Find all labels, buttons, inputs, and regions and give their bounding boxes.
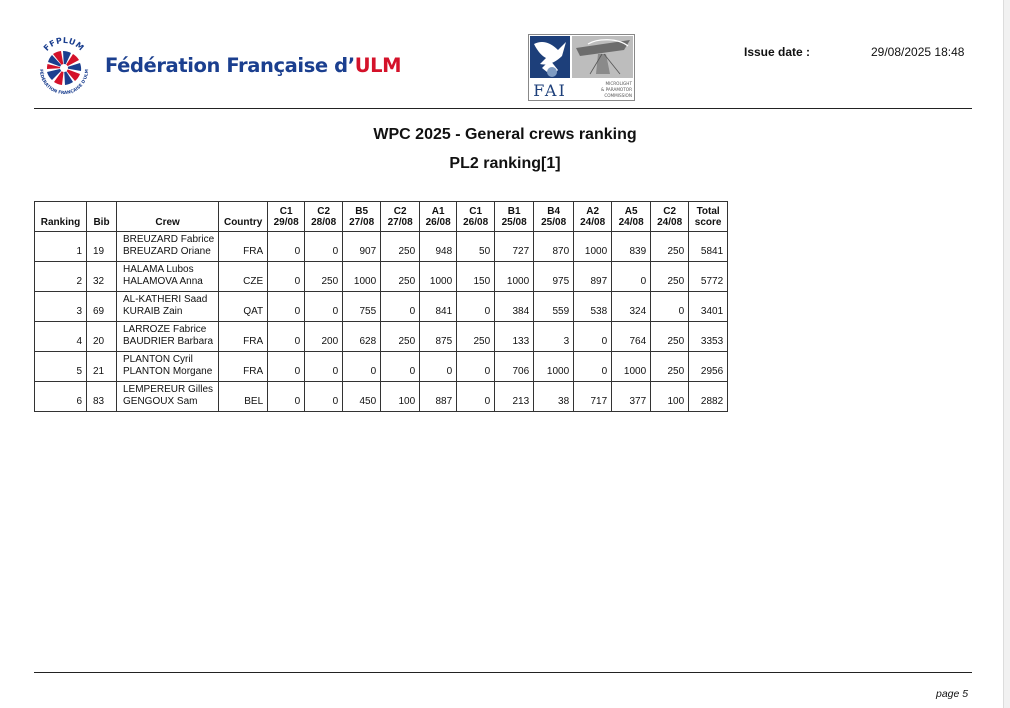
column-header-date: 27/08: [387, 217, 413, 228]
total-score-cell: 2882: [689, 382, 728, 412]
column-header-label: B4: [547, 206, 561, 217]
table-row: [35, 322, 728, 352]
column-header: [651, 202, 689, 232]
ranking-cell: 6: [35, 382, 87, 412]
column-header-label: C2: [393, 206, 407, 217]
score-cell: 897: [574, 262, 612, 292]
score-cell: 1000: [574, 232, 612, 262]
total-score-cell: 5772: [689, 262, 728, 292]
score-cell: 907: [343, 232, 381, 262]
fai-logo-icon: [528, 34, 635, 101]
score-cell: 250: [381, 232, 420, 262]
total-score-cell: 3401: [689, 292, 728, 322]
column-header: [268, 202, 305, 232]
footer-divider: [34, 672, 972, 673]
crew-member: BAUDRIER Barbara: [123, 336, 214, 347]
score-cell: 717: [574, 382, 612, 412]
column-header-label: Country: [223, 217, 263, 228]
score-cell: 324: [612, 292, 651, 322]
column-header: [574, 202, 612, 232]
fai-commission-line-3: COMMISSION: [604, 93, 632, 98]
score-cell: 0: [457, 382, 495, 412]
score-cell: 875: [420, 322, 457, 352]
score-cell: 100: [651, 382, 689, 412]
score-cell: 1000: [534, 352, 574, 382]
score-cell: 706: [495, 352, 534, 382]
fai-commission-line-2: & PARAMOTOR: [601, 87, 632, 92]
total-score-cell: 2956: [689, 352, 728, 382]
column-header: [381, 202, 420, 232]
svg-text:FÉDÉRATION FRANÇAISE D'ULM: [38, 69, 90, 96]
column-header-label: C1: [279, 206, 293, 217]
total-score-cell: 5841: [689, 232, 728, 262]
header-divider: [34, 108, 972, 109]
score-cell: 0: [268, 352, 305, 382]
column-header-label: C2: [317, 206, 331, 217]
table-row: [35, 232, 728, 262]
table-header-row: [35, 202, 728, 232]
score-cell: 450: [343, 382, 381, 412]
ranking-table-body: [35, 232, 728, 412]
crew-member: HALAMA Lubos: [123, 264, 194, 275]
score-cell: 250: [651, 352, 689, 382]
crew-cell: [117, 382, 219, 412]
bib-cell: 20: [87, 322, 117, 352]
column-header-label: A5: [624, 206, 638, 217]
crew-member: BREUZARD Fabrice: [123, 234, 215, 245]
column-header-label: B1: [507, 206, 521, 217]
score-cell: 0: [268, 382, 305, 412]
column-header-label: Ranking: [40, 217, 81, 228]
table-row: [35, 352, 728, 382]
ranking-cell: 3: [35, 292, 87, 322]
crew-member: LARROZE Fabrice: [123, 324, 207, 335]
score-cell: 200: [305, 322, 343, 352]
score-cell: 0: [381, 352, 420, 382]
column-header-label: Total: [696, 206, 720, 217]
score-cell: 1000: [420, 262, 457, 292]
score-cell: 250: [651, 232, 689, 262]
ffplum-logo-text: FFPLUM: [41, 36, 86, 53]
column-header: [612, 202, 651, 232]
column-header-date: 24/08: [580, 217, 606, 228]
fai-commission-line-1: MICROLIGHT: [605, 81, 632, 86]
column-header: [117, 202, 219, 232]
score-cell: 50: [457, 232, 495, 262]
column-header-date: 26/08: [425, 217, 451, 228]
score-cell: 0: [268, 322, 305, 352]
score-cell: 841: [420, 292, 457, 322]
country-cell: CZE: [219, 262, 268, 292]
score-cell: 384: [495, 292, 534, 322]
score-cell: 0: [574, 322, 612, 352]
crew-cell: [117, 262, 219, 292]
score-cell: 559: [534, 292, 574, 322]
score-cell: 0: [268, 232, 305, 262]
column-header-label: A1: [431, 206, 445, 217]
bib-cell: 32: [87, 262, 117, 292]
issue-date-value: 29/08/2025 18:48: [871, 45, 965, 59]
score-cell: 0: [343, 352, 381, 382]
page-subtitle: PL2 ranking[1]: [449, 155, 561, 172]
crew-member: PLANTON Morgane: [123, 366, 213, 377]
column-header-date: 24/08: [618, 217, 644, 228]
crew-member: AL-KATHERI Saad: [123, 294, 208, 305]
scroll-gutter: [1003, 0, 1010, 708]
score-cell: 250: [651, 262, 689, 292]
score-cell: 0: [574, 352, 612, 382]
score-cell: 948: [420, 232, 457, 262]
score-cell: 250: [381, 262, 420, 292]
score-cell: 0: [457, 352, 495, 382]
column-header: [495, 202, 534, 232]
score-cell: 764: [612, 322, 651, 352]
federation-name-main: Fédération Française d’: [105, 54, 355, 77]
column-header-label: Bib: [93, 217, 110, 228]
column-header: [689, 202, 728, 232]
bib-cell: 69: [87, 292, 117, 322]
score-cell: 870: [534, 232, 574, 262]
table-row: [35, 382, 728, 412]
score-cell: 0: [612, 262, 651, 292]
column-header-date: 26/08: [463, 217, 489, 228]
column-header-date: 24/08: [657, 217, 683, 228]
table-row: [35, 292, 728, 322]
column-header: [305, 202, 343, 232]
bib-cell: 19: [87, 232, 117, 262]
ranking-table: [34, 201, 728, 412]
country-cell: FRA: [219, 352, 268, 382]
column-header-date: 25/08: [501, 217, 527, 228]
federation-name-accent: ULM: [354, 54, 402, 77]
svg-text:FFPLUM: [42, 36, 86, 53]
column-header-date: 27/08: [349, 217, 375, 228]
score-cell: 727: [495, 232, 534, 262]
ranking-cell: 2: [35, 262, 87, 292]
column-header-label: C2: [663, 206, 677, 217]
score-cell: 0: [651, 292, 689, 322]
crew-cell: [117, 232, 219, 262]
crew-cell: [117, 352, 219, 382]
column-header-date: 29/08: [273, 217, 299, 228]
bib-cell: 83: [87, 382, 117, 412]
bib-cell: 21: [87, 352, 117, 382]
column-header-label: A2: [586, 206, 600, 217]
score-cell: 3: [534, 322, 574, 352]
country-cell: QAT: [219, 292, 268, 322]
score-cell: 1000: [612, 352, 651, 382]
score-cell: 133: [495, 322, 534, 352]
score-cell: 887: [420, 382, 457, 412]
crew-member: PLANTON Cyril: [123, 354, 193, 365]
column-header: [534, 202, 574, 232]
score-cell: 250: [457, 322, 495, 352]
crew-member: GENGOUX Sam: [123, 396, 198, 407]
crew-member: HALAMOVA Anna: [123, 276, 203, 287]
column-header: [87, 202, 117, 232]
issue-date-label: Issue date :: [744, 45, 811, 59]
column-header-label: C1: [469, 206, 483, 217]
score-cell: 755: [343, 292, 381, 322]
ranking-cell: 4: [35, 322, 87, 352]
score-cell: 250: [381, 322, 420, 352]
score-cell: 1000: [495, 262, 534, 292]
crew-cell: [117, 322, 219, 352]
column-header-label: Crew: [155, 217, 180, 228]
score-cell: 975: [534, 262, 574, 292]
score-cell: 0: [268, 292, 305, 322]
score-cell: 213: [495, 382, 534, 412]
table-row: [35, 262, 728, 292]
page-header: [0, 0, 1002, 108]
score-cell: 0: [305, 352, 343, 382]
score-cell: 377: [612, 382, 651, 412]
score-cell: 1000: [343, 262, 381, 292]
score-cell: 0: [305, 382, 343, 412]
column-header: [420, 202, 457, 232]
score-cell: 0: [305, 232, 343, 262]
column-header: [219, 202, 268, 232]
country-cell: FRA: [219, 322, 268, 352]
ranking-cell: 5: [35, 352, 87, 382]
score-cell: 250: [651, 322, 689, 352]
column-header: [457, 202, 495, 232]
country-cell: FRA: [219, 232, 268, 262]
score-cell: 250: [305, 262, 343, 292]
crew-cell: [117, 292, 219, 322]
column-header-date: 25/08: [541, 217, 567, 228]
score-cell: 0: [305, 292, 343, 322]
page-title: WPC 2025 - General crews ranking: [373, 126, 637, 143]
score-cell: 100: [381, 382, 420, 412]
score-cell: 38: [534, 382, 574, 412]
ranking-cell: 1: [35, 232, 87, 262]
column-header: [343, 202, 381, 232]
fai-logo-text: FAI: [533, 81, 567, 100]
score-cell: 0: [457, 292, 495, 322]
score-cell: 628: [343, 322, 381, 352]
column-header-label: B5: [355, 206, 369, 217]
score-cell: 0: [268, 262, 305, 292]
column-header-date: score: [694, 217, 722, 228]
column-header-date: 28/08: [311, 217, 337, 228]
total-score-cell: 3353: [689, 322, 728, 352]
crew-member: KURAIB Zain: [123, 306, 183, 317]
score-cell: 538: [574, 292, 612, 322]
federation-name: [105, 54, 401, 77]
ffplum-logo-icon: [34, 36, 94, 98]
crew-member: LEMPEREUR Gilles: [123, 384, 214, 395]
score-cell: 0: [420, 352, 457, 382]
country-cell: BEL: [219, 382, 268, 412]
page-number: page 5: [936, 688, 969, 700]
score-cell: 839: [612, 232, 651, 262]
score-cell: 150: [457, 262, 495, 292]
score-cell: 0: [381, 292, 420, 322]
column-header: [35, 202, 87, 232]
crew-member: BREUZARD Oriane: [123, 246, 211, 257]
ffplum-logo-ring-text: FÉDÉRATION FRANÇAISE D'ULM: [37, 69, 91, 97]
